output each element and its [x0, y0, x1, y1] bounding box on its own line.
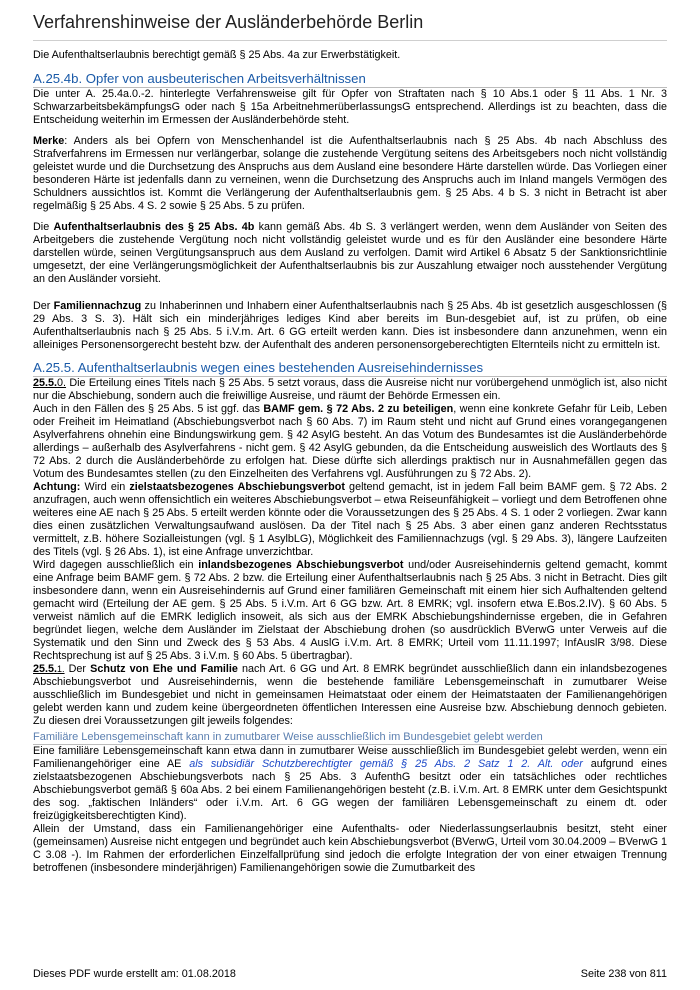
paragraph-25-4b-merke	[33, 135, 667, 213]
section-heading-25-5: A.25.5. Aufenthaltserlaubnis wegen eines bestehenden Ausreisehindernisses	[33, 360, 667, 377]
text-segment: Wird ein	[80, 481, 130, 493]
paragraph-25-5-0	[33, 377, 667, 403]
subsection-heading-familiaere-lebensgemeinschaft: Familiäre Lebensgemeinschaft kann in zumutbarer Weise ausschließlich im Bundesgebiet gelebt werden	[33, 730, 667, 745]
section-number-suffix: 1.	[57, 664, 65, 674]
section-number: 25.5.	[33, 663, 58, 675]
text-segment: und/oder Ausreisehindernis geltend gemacht, kommt eine Anfrage beim BAMF gem. § 72 Abs. 2 bzw. die Erteilung einer Aufenthaltserlaubnis nach § 25 Abs. 3 nicht in Betracht. Dies gilt insbesondere dann, wenn ein Ausreisehindernis auf Grund einer familiären Gemeinschaft mit einem hier sich Aufhaltenden geltend gemacht wird (Erteilung der AE gem. § 25 Abs. 5 i.V.m. Art 6 GG bzw. Art. 8 EMRK; vgl. insofern etwa E.Bos.2.IV). § 60 Abs. 5 verweist nämlich auf die EMRK lediglich insoweit, als sich aus der EMRK Abschiebungshindernisse ergeben, die in Gefahren begründet liegen, welche dem Ausländer im Zielstaat der Abschiebung drohen (so ausdrücklich BVerwG unter Verweis auf die Systematik und den Sinn und Zweck des § 53 Abs. 4 AuslG i.V.m. Art. 8 EMRK; Urteil vom 11.11.1997; InfAuslR 3/98. Diese Rechtsprechung ist auf § 25 Abs. 3 i.V.m. § 60 Abs. 5 übertragbar).	[33, 559, 667, 662]
footer-created-date: Dieses PDF wurde erstellt am: 01.08.2018	[33, 968, 236, 980]
paragraph-25-5-1	[33, 663, 667, 728]
reference-link[interactable]: als subsidiär Schutzberechtigter gemäß § 25 Abs. 2 Satz 1 2. Alt. oder	[189, 758, 583, 770]
paragraph-25-5-bamf	[33, 403, 667, 481]
text-segment: geltend gemacht, ist in jedem Fall beim BAMF gem. § 72 Abs. 2 anzufragen, auch wenn offensichtlich ein weiteres Abschiebungsverbot – etwa Reiseunfähigkeit – vorliegt und dem Betroffenen ohne weiteres eine AE nach § 25 Abs. 5 erteilt werden könnte oder die Voraussetzungen des § 25 Abs. 4 S. 1 oder 2 vorliegen. Zwar kann dies einen zusätzlichen Verwaltungsaufwand auslösen. Da der Titel nach § 25 Abs. 3 aber einen ganz anderen Rechtsstatus vermittelt, z.B. höhere Sozialleistungen (vgl. § 1 AsylbLG), Möglichkeit des Familiennachzugs (vgl. § 29 Abs. 3), längere Laufzeiten des Titels (vgl. § 26 Abs. 1), ist eine Anfrage unverzichtbar.	[33, 481, 667, 558]
paragraph-25-4b-verlaengerung	[33, 221, 667, 286]
paragraph-familiaere-2: Allein der Umstand, dass ein Familienangehöriger eine Aufenthalts- oder Niederlassungserlaubnis besitzt, steht einer (gemeinsamen) Ausreise nicht entgegen und begründet auch kein Abschiebungsverbot (BVerwG, Urteil vom 30.04.2009 – BVerwG 1 C 3.08 -). Im Rahmen der erforderlichen Einzelfallprüfung sind jedoch die erfolgte Integration der von einer etwaigen Trennung betroffenen (insbesondere minderjährigen) Familienangehörigen sowie die Zumutbarkeit des	[33, 823, 667, 874]
text-segment: Die	[33, 221, 54, 233]
text-segment: zu Inhaberinnen und Inhabern einer Aufenthaltserlaubnis nach § 25 Abs. 4b ist gesetzlich ausgeschlossen (§ 29 Abs. 3 S. 3). Hält sich ein minderjähriges lediges Kind aber bereits im Bun-desgebiet auf, ist zu prüfen, ob eine Aufenthaltserlaubnis nach § 25 Abs. 5 i.V.m. Art. 6 GG erteilt werden kann. Dies ist insbesondere dann anzunehmen, wenn ein alleiniges Personensorgerecht besteht bzw. der Aufenthalt des anderen personensorgeberechtigten Elternteils nicht zu ermitteln ist.	[33, 300, 667, 351]
paragraph-25-4b-familiennachzug	[33, 300, 667, 352]
section-number: 25.5.	[33, 377, 58, 389]
intro-paragraph: Die Aufenthaltserlaubnis berechtigt gemäß § 25 Abs. 4a zur Erwerbstätigkeit.	[33, 49, 401, 61]
paragraph-25-5-inland	[33, 559, 667, 663]
text-segment: , wenn eine konkrete Gefahr für Leib, Leben oder Freiheit im Heimatland (Abschiebungsverbot nach § 60 Abs. 7) im Raum steht und nicht auf Grund eines vorangegangenen Asylverfahrens ohnehin eine Bindungswirkung gem. § 42 AsylG besteht. An das Votum des Bundesamtes ist die Ausländerbehörde allerdings – außerhalb des Asylverfahrens - nicht gem. § 42 AsylG gebunden, da die Entscheidung ausweislich des Wortlauts des § 72 Abs. 2 durch die Ausländerbehörde zu erfolgen hat. Diese dürfte sich allerdings praktisch nur in Ausnahmefällen gegen das Votum des Bundesamtes stellen (zu den Einzelheiten des Verfahrens vgl. Ausführungen zu § 72 Abs. 2).	[33, 403, 667, 480]
page-footer	[33, 968, 667, 981]
merke-label: Merke	[33, 135, 65, 147]
text-segment: aufgrund eines zielstaatsbezogenen Abschiebungsverbots nach § 25 Abs. 3 AufenthG besitzt oder ein tatsächliches oder rechtliches Abschiebungsverbot gemäß § 60a Abs. 2 bei einem Familienangehörigen besteht (z.B. i.V.m. Art. 8 EMRK unter dem Gesichtspunkt des sog. „faktischen Inländers“ oder i.V.m. Art. 6 GG wegen der familiären Lebensgemeinschaft zu einem dt. oder freizügigkeitsberechtigten Kind).	[33, 758, 667, 822]
bold-term: Familiennachzug	[53, 300, 142, 312]
bold-term: Schutz von Ehe und Familie	[90, 663, 238, 675]
text-segment: kann gemäß Abs. 4b S. 3 verlängert werden, wenn dem Ausländer von Seiten des Arbeitgebers die zustehende Vergütung noch nicht vollständig geleistet wurde und es für den Ausländer eine besondere Härte darstellen würde, seinen Vergütungsanspruch aus dem Ausland zu verfolgen. Damit wird Artikel 6 Absatz 5 der Sanktionsrichtlinie umgesetzt, der eine Verlängerungsmöglichkeit der Aufenthaltserlaubnis bis zur Auszahlung etwaiger noch ausstehender Vergütung an den Ausländer vorsieht.	[33, 221, 667, 285]
section-heading-25-4b: A.25.4b. Opfer von ausbeuterischen Arbeitsverhältnissen	[33, 71, 667, 88]
bold-term: zielstaatsbezogenes Abschiebungsverbot	[129, 481, 345, 493]
bold-term: Aufenthaltserlaubnis des § 25 Abs. 4b	[53, 221, 255, 233]
paragraph-familiaere-1	[33, 745, 667, 823]
bold-term: inlandsbezogenes Abschiebungsverbot	[198, 559, 404, 571]
text-segment: Eine familiäre Lebensgemeinschaft kann etwa dann in zumutbarer Weise ausschließlich im Bundesgebiet gelebt werden, wenn ein Familienangehöriger eine AE	[33, 745, 667, 770]
text-segment: Die Erteilung eines Titels nach § 25 Abs. 5 setzt voraus, dass die Ausreise nicht nur vorübergehend unmöglich ist, also nicht nur die Abschiebung, sondern auch die freiwillige Ausreise, und räumt der Behörde Ermessen ein.	[33, 377, 667, 402]
text-segment: Der	[33, 300, 54, 312]
text-segment: Der	[64, 663, 91, 675]
achtung-label: Achtung:	[33, 481, 81, 493]
text-segment: nach Art. 6 GG und Art. 8 EMRK begründet ausschließlich dann ein inlandsbezogenes Abschiebungsverbot und Ausreisehindernis, wenn die bestehende familiäre Lebensgemeinschaft in zumutbarer Weise ausschließlich im Bundesgebiet und nicht in gemeinsamen Heimatstaat oder einem der Heimatstaaten der Familienangehörigen gelebt werden kann und zudem keine übergeordneten öffentlichen Interessen eine Ausreise bzw. Abschiebung dennoch gebieten. Zu diesen drei Voraussetzungen gilt jeweils folgendes:	[33, 663, 667, 727]
bold-term: BAMF gem. § 72 Abs. 2 zu beteiligen	[263, 403, 454, 415]
page-title: Verfahrenshinweise der Ausländerbehörde Berlin	[33, 10, 667, 41]
paragraph-25-5-achtung	[33, 481, 667, 559]
document-page	[33, 10, 667, 875]
merke-text: : Anders als bei Opfern von Menschenhandel ist die Aufenthaltserlaubnis nach § 25 Abs. 4b nach Abschluss des Strafverfahrens im Ermessen nur verlängerbar, solange die zustehende Vergütung seitens des Arbeitsgebers noch nicht vollständig geleistet wurde und die Durchsetzung des Anspruchs aus dem Ausland eine besondere Härte darstellen würde. Das Vorliegen einer besonderen Härte ist jedenfalls dann zu verneinen, wenn die Durchsetzung des Anspruchs auch im Inland mangels Vermögen des Schuldners aussichtlos ist. Kommt die Verlängerung der Aufenthaltserlaubnis gem. § 25 Abs. 4 b S. 3 nicht in Betracht ist aber regelmäßig § 25 Abs. 4 S. 2 sowie § 25 Abs. 5 zu prüfen.	[33, 135, 667, 212]
footer-page-number: Seite 238 von 811	[580, 968, 667, 980]
text-segment: Auch in den Fällen des § 25 Abs. 5 ist ggf. das	[33, 403, 264, 415]
text-segment: Wird dagegen ausschließlich ein	[33, 559, 199, 571]
section-number-suffix: 0.	[57, 377, 67, 389]
paragraph-25-4b-1: Die unter A. 25.4a.0.-2. hinterlegte Verfahrensweise gilt für Opfer von Straftaten nach § 10 Abs.1 oder § 11 Abs. 1 Nr. 3 SchwarzarbeitsbekämpfungsG oder nach § 15a ArbeitnehmerüberlassungsG entsprechend. Allerdings ist zu beachten, dass die Entscheidung weiterhin im Ermessen der Ausländerbehörde steht.	[33, 88, 667, 126]
